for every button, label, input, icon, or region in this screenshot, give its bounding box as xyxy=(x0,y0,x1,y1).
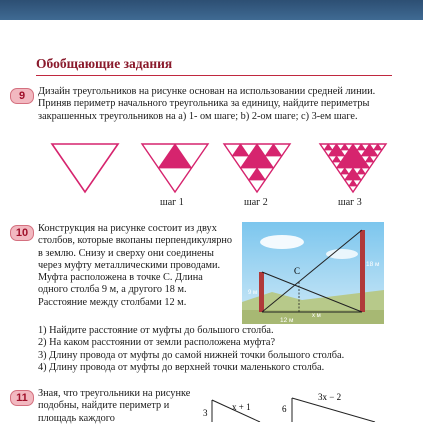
triangle-step-1 xyxy=(140,142,210,194)
task-9-number: 9 xyxy=(10,88,34,104)
top-bar xyxy=(0,0,423,20)
task-10-questions xyxy=(38,325,408,374)
triangle-step-3 xyxy=(318,142,388,194)
triangle-initial xyxy=(50,142,120,194)
label-tall-pole: 18 м xyxy=(366,261,380,268)
similar-triangles-figure xyxy=(200,392,400,422)
task-10-number: 10 xyxy=(10,225,34,241)
task-11-number: 11 xyxy=(10,390,34,406)
triangle-step-2 xyxy=(222,142,292,194)
label-side-c: 6 xyxy=(282,404,287,414)
task-9-text: Дизайн треугольников на рисунке основан на использовании средней линии. Приняв периметр начального треугольника за единицу, найдите периметры закрашенных треугольников на а) 1- ом шаге; b) 2-ом шаге; c) 3-ем шаге. xyxy=(38,86,376,122)
label-side-a: 3 xyxy=(203,408,208,418)
caption-step-3: шаг 3 xyxy=(338,197,362,208)
title-underline xyxy=(36,75,392,76)
caption-step-1: шаг 1 xyxy=(160,197,184,208)
poles-figure xyxy=(242,222,384,324)
question-2: 2) На каком расстоянии от земли расположена муфта? xyxy=(38,337,276,349)
label-segment: x м xyxy=(312,313,321,319)
caption-step-2: шаг 2 xyxy=(244,197,268,208)
label-point-c: C xyxy=(294,266,301,276)
section-title: Обобщающие задания xyxy=(36,56,173,71)
question-1: 1) Найдите расстояние от муфты до большого столба. xyxy=(38,325,274,336)
question-3: 3) Длину провода от муфты до самой нижней точки большого столба. xyxy=(38,349,345,361)
task-10-text: Конструкция на рисунке состоит из двух столбов, которые вкопаны перпендикулярно в землю. Снизу и сверху они соединены через муфту металлическими проводами. Муфта расположена в точке С. Длина одного столба 9 м, а другого 18 м. Расстояние между столбами 12 м. xyxy=(38,223,233,308)
task-11-text: Зная, что треугольники на рисунке подобны, найдите периметр и площадь каждого xyxy=(38,388,191,424)
label-distance: 12 м xyxy=(280,317,294,324)
label-side-b: x + 1 xyxy=(232,402,251,412)
label-short-pole: 9 м xyxy=(248,290,258,296)
label-side-d: 3x − 2 xyxy=(318,392,342,402)
question-4: 4) Длину провода от муфты до верхней точки маленького столба. xyxy=(38,361,325,373)
